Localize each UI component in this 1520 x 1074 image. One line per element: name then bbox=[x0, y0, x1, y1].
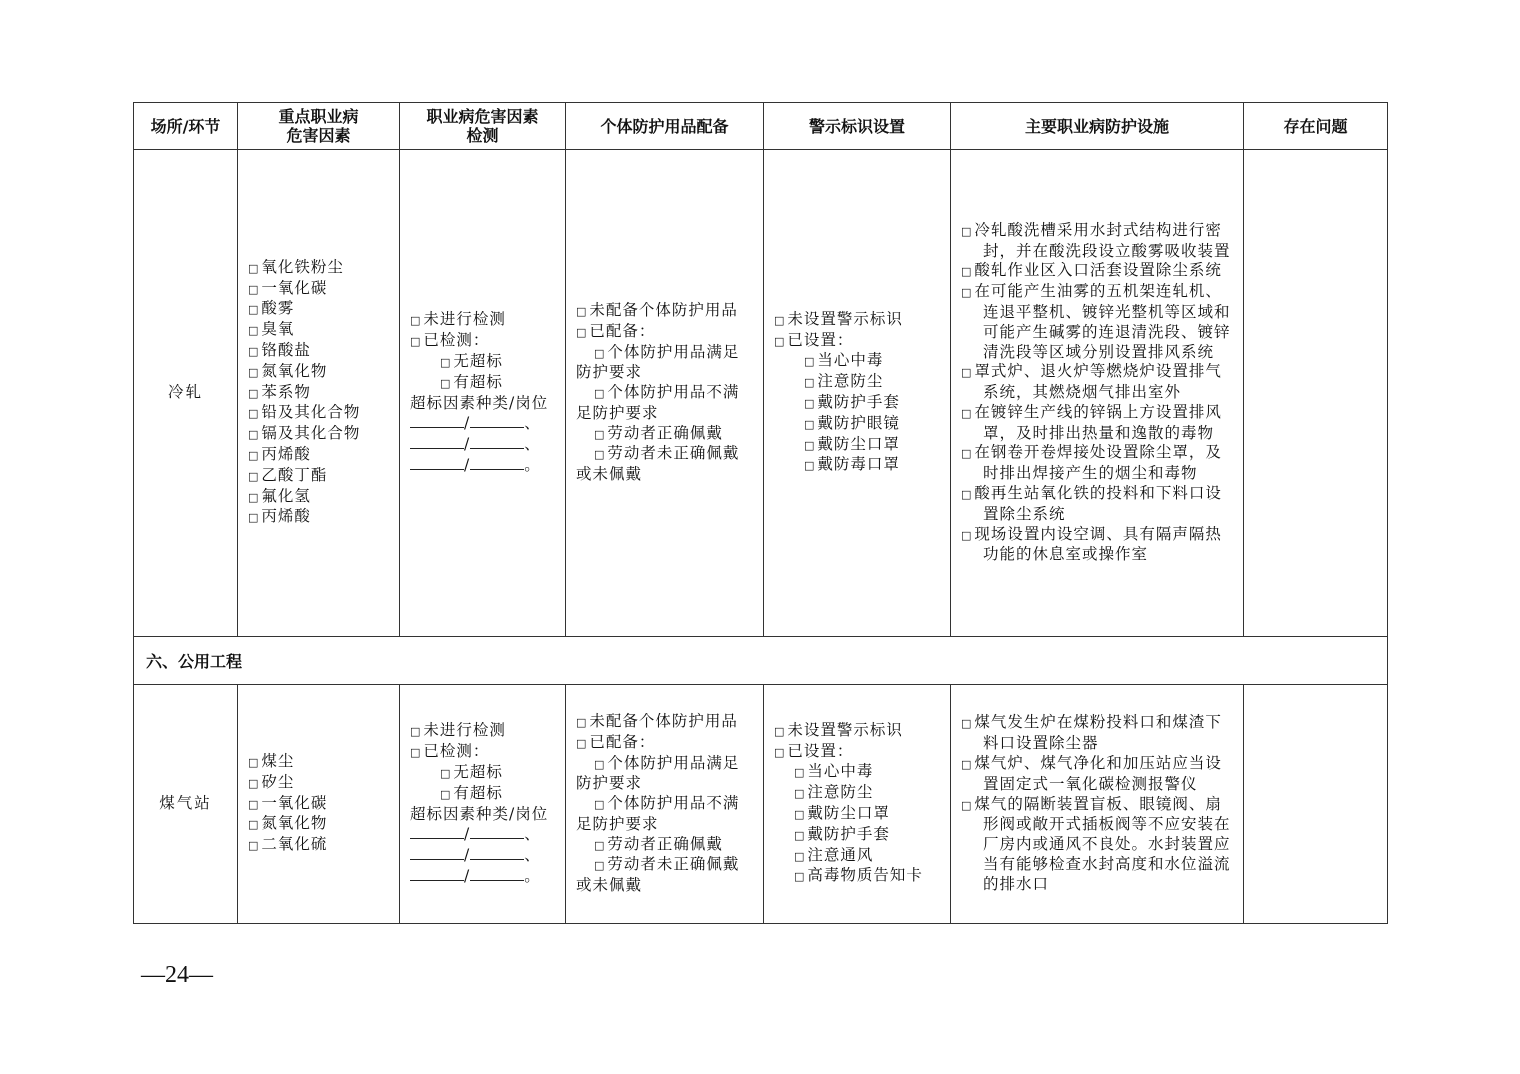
ppe-option[interactable]: □ 劳动者未正确佩戴或未佩戴 bbox=[576, 855, 740, 895]
col-header-detection: 职业病危害因素 检测 bbox=[400, 103, 566, 150]
ppe-cell bbox=[566, 685, 764, 924]
checkbox-icon[interactable]: □ bbox=[440, 376, 452, 390]
checkbox-icon[interactable]: □ bbox=[794, 787, 806, 801]
facility-item[interactable]: □ 煤气发生炉在煤粉投料口和煤渣下料口设置除尘器 bbox=[961, 713, 1222, 753]
checkbox-icon[interactable]: □ bbox=[248, 282, 260, 296]
warning-sign-item[interactable]: □ 当心中毒 bbox=[804, 351, 884, 370]
checkbox-icon[interactable]: □ bbox=[594, 448, 606, 462]
exceed-label: 超标因素种类/岗位 bbox=[410, 804, 549, 823]
checkbox-icon[interactable]: □ bbox=[248, 448, 260, 462]
checkbox-icon[interactable]: □ bbox=[774, 724, 786, 738]
facility-item[interactable]: □ 酸再生站氧化铁的投料和下料口设置除尘系统 bbox=[961, 484, 1222, 523]
warning-sign-item[interactable]: □ 当心中毒 bbox=[794, 762, 874, 781]
checkbox-icon[interactable]: □ bbox=[961, 286, 973, 300]
facilities-cell bbox=[951, 685, 1244, 924]
checkbox-icon[interactable]: □ bbox=[248, 407, 260, 421]
ppe-cell bbox=[566, 150, 764, 637]
col-header-facilities: 主要职业病防护设施 bbox=[951, 103, 1244, 150]
checkbox-icon[interactable]: □ bbox=[248, 797, 260, 811]
checkbox-icon[interactable]: □ bbox=[248, 490, 260, 504]
page-number: —24— bbox=[141, 962, 213, 988]
warning-sign-item[interactable]: □ 戴防尘口罩 bbox=[794, 804, 890, 822]
col-header-warning: 警示标识设置 bbox=[764, 103, 951, 150]
checkbox-icon[interactable]: □ bbox=[961, 488, 973, 502]
fill-blank[interactable]: / 、 bbox=[410, 434, 559, 455]
hazard-item[interactable]: □ 镉及其化合物 bbox=[248, 424, 361, 443]
checkbox-icon[interactable]: □ bbox=[961, 798, 973, 812]
hazard-item[interactable]: □ 矽尘 bbox=[248, 772, 295, 791]
detection-option[interactable]: □ 有超标 bbox=[440, 783, 503, 802]
hazard-list bbox=[238, 150, 400, 637]
section-title: 六、公用工程 bbox=[134, 637, 1388, 685]
warning-option[interactable]: □ 已设置： bbox=[774, 330, 854, 349]
hazard-item[interactable]: □ 氮氧化物 bbox=[248, 361, 328, 380]
hazard-item[interactable]: □ 二氧化硫 bbox=[248, 835, 328, 854]
warning-sign-item[interactable]: □ 戴防护眼镜 bbox=[804, 413, 900, 432]
checkbox-icon[interactable]: □ bbox=[804, 438, 816, 452]
checkbox-icon[interactable]: □ bbox=[961, 717, 973, 731]
warning-option[interactable]: □ 未设置警示标识 bbox=[774, 309, 903, 328]
checkbox-icon[interactable]: □ bbox=[248, 511, 260, 525]
col-header-hazards: 重点职业病 危害因素 bbox=[238, 103, 400, 150]
hazard-item[interactable]: □ 煤尘 bbox=[248, 752, 295, 770]
fill-blank[interactable]: / 。 bbox=[410, 866, 559, 887]
warning-sign-item[interactable]: □ 注意通风 bbox=[794, 845, 874, 864]
warning-sign-item[interactable]: □ 戴防毒口罩 bbox=[804, 455, 900, 474]
hazard-item[interactable]: □ 酸雾 bbox=[248, 299, 295, 318]
checkbox-icon[interactable]: □ bbox=[410, 746, 422, 760]
warning-sign-item[interactable]: □ 戴防尘口罩 bbox=[804, 434, 900, 453]
checkbox-icon[interactable]: □ bbox=[248, 386, 260, 400]
detection-option[interactable]: □ 无超标 bbox=[440, 351, 503, 370]
warning-sign-item[interactable]: □ 高毒物质告知卡 bbox=[794, 866, 923, 885]
checkbox-icon[interactable]: □ bbox=[248, 324, 260, 338]
checkbox-icon[interactable]: □ bbox=[410, 725, 422, 739]
checkbox-icon[interactable]: □ bbox=[594, 838, 606, 852]
fill-blank[interactable]: / 、 bbox=[410, 413, 559, 434]
col-header-ppe: 个体防护用品配备 bbox=[566, 103, 764, 150]
checkbox-icon[interactable]: □ bbox=[248, 428, 260, 442]
checkbox-icon[interactable]: □ bbox=[594, 757, 606, 771]
checkbox-icon[interactable]: □ bbox=[440, 787, 452, 801]
facility-item[interactable]: □ 在可能产生油雾的五机架连轧机、连退平整机、镀锌光整机等区域和可能产生碱雾的连退清洗段、镀锌清洗段等区域分别设置排风系统 bbox=[961, 282, 1231, 361]
ppe-option[interactable]: □ 个体防护用品满足防护要求 bbox=[576, 342, 740, 382]
hazard-item[interactable]: □ 臭氧 bbox=[248, 320, 295, 339]
checkbox-icon[interactable]: □ bbox=[248, 345, 260, 358]
hazard-item[interactable]: □ 氟化氢 bbox=[248, 486, 311, 505]
checkbox-icon[interactable]: □ bbox=[440, 355, 452, 369]
checkbox-icon[interactable]: □ bbox=[961, 406, 973, 420]
detection-cell bbox=[400, 150, 566, 637]
ppe-option[interactable]: □ 未配备个体防护用品 bbox=[576, 300, 738, 319]
checkbox-icon[interactable]: □ bbox=[961, 758, 973, 771]
fill-blank[interactable]: / 、 bbox=[410, 845, 559, 866]
warning-sign-item[interactable]: □ 戴防护手套 bbox=[804, 393, 900, 411]
checkbox-icon[interactable]: □ bbox=[410, 335, 422, 349]
checkbox-icon[interactable]: □ bbox=[576, 304, 588, 318]
issues-cell[interactable] bbox=[1244, 150, 1388, 637]
warning-option[interactable]: □ 已设置： bbox=[774, 741, 854, 760]
place-cell: 冷轧 bbox=[134, 150, 238, 637]
hazard-item[interactable]: □ 丙烯酸 bbox=[248, 444, 311, 463]
hazard-item[interactable]: □ 铬酸盐 bbox=[248, 341, 311, 359]
checkbox-icon[interactable]: □ bbox=[576, 715, 588, 729]
issues-cell[interactable] bbox=[1244, 685, 1388, 924]
checkbox-icon[interactable]: □ bbox=[248, 303, 260, 317]
checkbox-icon[interactable]: □ bbox=[594, 427, 606, 441]
ppe-option[interactable]: □ 已配备： bbox=[576, 732, 656, 751]
hazard-item[interactable]: □ 乙酸丁酯 bbox=[248, 465, 328, 484]
checkbox-icon[interactable]: □ bbox=[594, 859, 606, 873]
checkbox-icon[interactable]: □ bbox=[804, 376, 816, 390]
hazard-item[interactable]: □ 铅及其化合物 bbox=[248, 403, 361, 422]
detection-option[interactable]: □ 已检测： bbox=[410, 331, 490, 350]
checkbox-icon[interactable]: □ bbox=[804, 355, 816, 369]
facility-item[interactable]: □ 在镀锌生产线的锌锅上方设置排风罩，及时排出热量和逸散的毒物 bbox=[961, 402, 1222, 442]
checkbox-icon[interactable]: □ bbox=[794, 870, 806, 884]
detection-option[interactable]: □ 有超标 bbox=[440, 372, 503, 391]
col-header-place: 场所/环节 bbox=[134, 103, 238, 150]
facility-item[interactable]: □ 现场设置内设空调、具有隔声隔热功能的休息室或操作室 bbox=[961, 524, 1222, 564]
warning-sign-item[interactable]: □ 注意防尘 bbox=[794, 783, 874, 802]
checkbox-icon[interactable]: □ bbox=[248, 469, 260, 483]
table-header-row bbox=[134, 103, 1388, 150]
ppe-option[interactable]: □ 个体防护用品不满足防护要求 bbox=[576, 383, 740, 422]
warning-sign-item[interactable]: □ 戴防护手套 bbox=[794, 824, 890, 843]
checkbox-icon[interactable]: □ bbox=[248, 839, 260, 853]
exceed-label: 超标因素种类/岗位 bbox=[410, 393, 549, 412]
facility-item[interactable]: □ 冷轧酸洗槽采用水封式结构进行密封，并在酸洗段设立酸雾吸收装置 bbox=[961, 220, 1231, 260]
checkbox-icon[interactable]: □ bbox=[410, 314, 422, 328]
checkbox-icon[interactable]: □ bbox=[794, 808, 806, 821]
hazard-item[interactable]: □ 苯系物 bbox=[248, 382, 311, 401]
detection-option[interactable]: □ 未进行检测 bbox=[410, 721, 506, 740]
checkbox-icon[interactable]: □ bbox=[961, 447, 973, 461]
facility-item[interactable]: □ 酸轧作业区入口活套设置除尘系统 bbox=[961, 261, 1222, 280]
checkbox-icon[interactable]: □ bbox=[961, 528, 973, 542]
detection-option[interactable]: □ 已检测： bbox=[410, 742, 490, 761]
facility-item[interactable]: □ 在钢卷开卷焊接处设置除尘罩，及时排出焊接产生的烟尘和毒物 bbox=[961, 443, 1222, 483]
warning-sign-item[interactable]: □ 注意防尘 bbox=[804, 372, 884, 391]
ppe-option[interactable]: □ 未配备个体防护用品 bbox=[576, 711, 738, 730]
checkbox-icon[interactable]: □ bbox=[961, 224, 973, 238]
checkbox-icon[interactable]: □ bbox=[774, 313, 786, 327]
checkbox-icon[interactable]: □ bbox=[961, 366, 973, 380]
checkbox-icon[interactable]: □ bbox=[594, 346, 606, 360]
checkbox-icon[interactable]: □ bbox=[774, 745, 786, 759]
facility-item[interactable]: □ 煤气炉、煤气净化和加压站应当设置固定式一氧化碳检测报警仪 bbox=[961, 754, 1222, 793]
col-header-issues: 存在问题 bbox=[1244, 103, 1388, 150]
checkbox-icon[interactable]: □ bbox=[576, 325, 588, 339]
ppe-option[interactable]: □ 个体防护用品满足防护要求 bbox=[576, 753, 740, 793]
ppe-option[interactable]: □ 劳动者未正确佩戴或未佩戴 bbox=[576, 444, 740, 484]
detection-cell bbox=[400, 685, 566, 924]
table-row bbox=[134, 685, 1388, 924]
hazard-table bbox=[133, 102, 1388, 924]
detection-option[interactable]: □ 无超标 bbox=[440, 762, 503, 781]
checkbox-icon[interactable]: □ bbox=[961, 265, 973, 279]
checkbox-icon[interactable]: □ bbox=[594, 798, 606, 812]
facilities-cell bbox=[951, 150, 1244, 637]
facility-item[interactable]: □ 煤气的隔断装置盲板、眼镜阀、扇形阀或敞开式插板阀等不应安装在厂房内或通风不良处。水封装置应当有能够检查水封高度和水位溢流的排水口 bbox=[961, 794, 1231, 893]
checkbox-icon[interactable]: □ bbox=[248, 818, 260, 832]
checkbox-icon[interactable]: □ bbox=[248, 776, 260, 790]
warning-cell bbox=[764, 685, 951, 924]
checkbox-icon[interactable]: □ bbox=[804, 397, 816, 410]
facility-item[interactable]: □ 罩式炉、退火炉等燃烧炉设置排气系统，其燃烧烟气排出室外 bbox=[961, 362, 1222, 402]
checkbox-icon[interactable]: □ bbox=[440, 766, 452, 780]
checkbox-icon[interactable]: □ bbox=[594, 387, 606, 401]
ppe-option[interactable]: □ 个体防护用品不满足防护要求 bbox=[576, 794, 740, 833]
hazard-list bbox=[238, 685, 400, 924]
checkbox-icon[interactable]: □ bbox=[774, 334, 786, 348]
checkbox-icon[interactable]: □ bbox=[576, 736, 588, 750]
hazard-item[interactable]: □ 氮氧化物 bbox=[248, 814, 328, 833]
section-row bbox=[134, 637, 1388, 685]
checkbox-icon[interactable]: □ bbox=[794, 766, 806, 780]
warning-cell bbox=[764, 150, 951, 637]
checkbox-icon[interactable]: □ bbox=[248, 365, 260, 379]
place-cell: 煤气站 bbox=[134, 685, 238, 924]
checkbox-icon[interactable]: □ bbox=[804, 459, 816, 473]
warning-option[interactable]: □ 未设置警示标识 bbox=[774, 720, 903, 739]
checkbox-icon[interactable]: □ bbox=[794, 828, 806, 842]
checkbox-icon[interactable]: □ bbox=[794, 849, 806, 863]
hazard-item[interactable]: □ 丙烯酸 bbox=[248, 507, 311, 526]
fill-blank[interactable]: / 。 bbox=[410, 455, 559, 476]
detection-option[interactable]: □ 未进行检测 bbox=[410, 310, 506, 329]
ppe-option[interactable]: □ 劳动者正确佩戴 bbox=[594, 834, 723, 853]
checkbox-icon[interactable]: □ bbox=[804, 417, 816, 431]
checkbox-icon[interactable]: □ bbox=[248, 261, 260, 275]
hazard-item[interactable]: □ 氧化铁粉尘 bbox=[248, 257, 344, 276]
table-row bbox=[134, 150, 1388, 637]
hazard-item[interactable]: □ 一氧化碳 bbox=[248, 278, 328, 297]
ppe-option[interactable]: □ 劳动者正确佩戴 bbox=[594, 423, 723, 442]
hazard-item[interactable]: □ 一氧化碳 bbox=[248, 793, 328, 812]
fill-blank[interactable]: / 、 bbox=[410, 824, 559, 845]
checkbox-icon[interactable]: □ bbox=[248, 756, 260, 769]
ppe-option[interactable]: □ 已配备： bbox=[576, 321, 656, 340]
